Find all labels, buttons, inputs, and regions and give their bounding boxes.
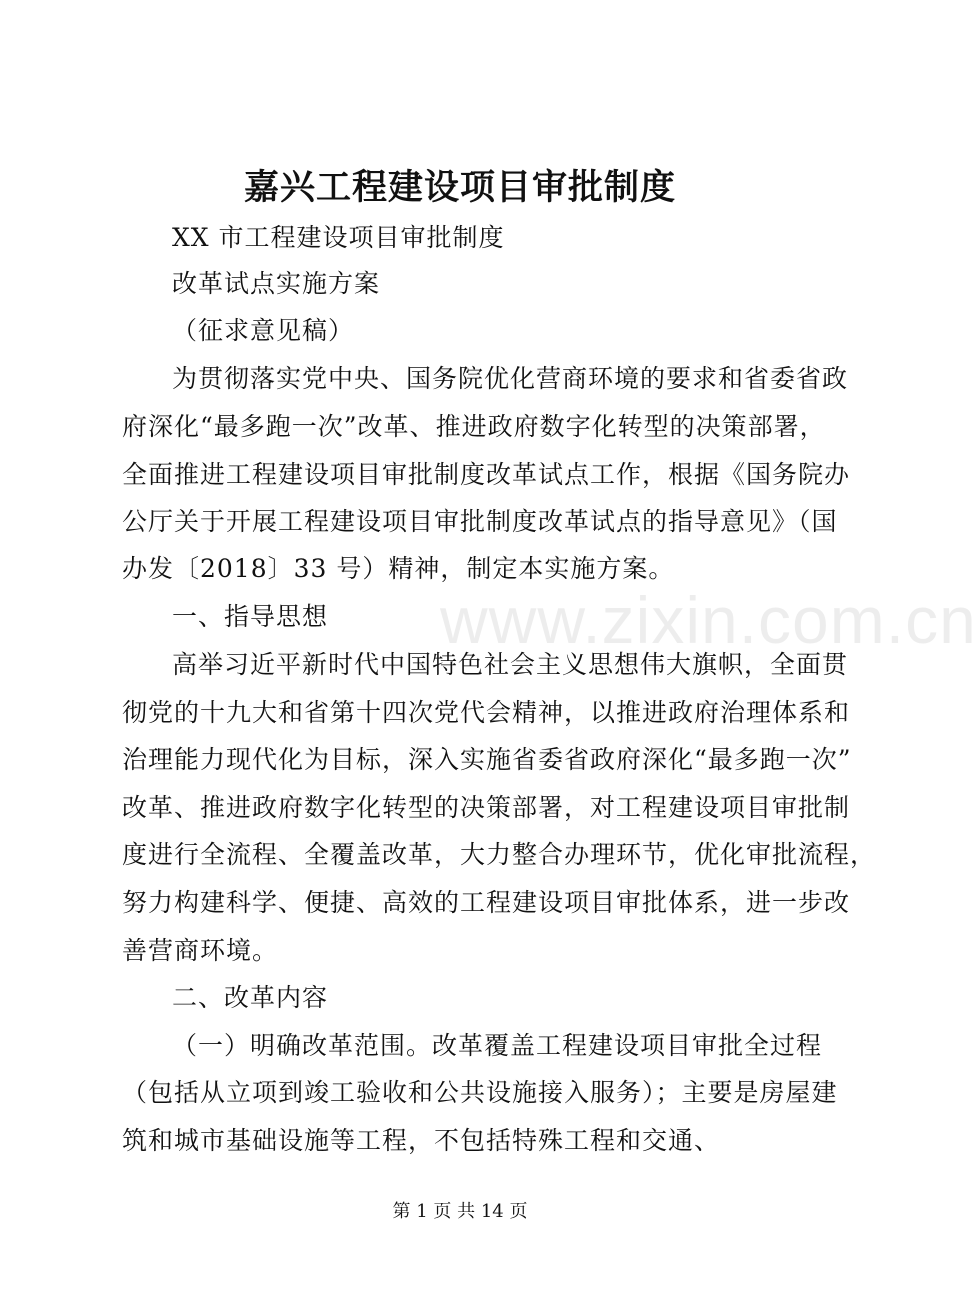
paragraph-line: 筑和城市基础设施等工程，不包括特殊工程和交通、 bbox=[122, 1126, 721, 1155]
section-heading: 一、指导思想 bbox=[172, 602, 329, 631]
paragraph-line: 办发〔2018〕33 号）精神，制定本实施方案。 bbox=[122, 554, 675, 583]
paragraph-line: 府深化“最多跑一次”改革、推进政府数字化转型的决策部署， bbox=[122, 412, 826, 441]
paragraph-line: 高举习近平新时代中国特色社会主义思想伟大旗帜，全面贯 bbox=[172, 650, 849, 679]
draft-note: （征求意见稿） bbox=[172, 316, 355, 345]
paragraph-line: 治理能力现代化为目标，深入实施省委省政府深化“最多跑一次” bbox=[122, 745, 852, 774]
section-heading: 二、改革内容 bbox=[172, 983, 329, 1012]
watermark: www.zixin.com.cn bbox=[440, 583, 977, 657]
paragraph-line: 公厅关于开展工程建设项目审批制度改革试点的指导意见》（国 bbox=[122, 507, 838, 536]
paragraph-line: 全面推进工程建设项目审批制度改革试点工作，根据《国务院办 bbox=[122, 460, 851, 489]
paragraph-line: 为贯彻落实党中央、国务院优化营商环境的要求和省委省政 bbox=[172, 364, 849, 393]
subtitle-line: 改革试点实施方案 bbox=[172, 269, 381, 298]
paragraph-line: （一）明确改革范围。改革覆盖工程建设项目审批全过程 bbox=[172, 1031, 823, 1060]
page-footer: 第 1 页 共 14 页 bbox=[392, 1201, 528, 1222]
subtitle-line: XX 市工程建设项目审批制度 bbox=[172, 223, 505, 252]
document-title: 嘉兴工程建设项目审批制度 bbox=[243, 167, 676, 208]
paragraph-line: 改革、推进政府数字化转型的决策部署，对工程建设项目审批制 bbox=[122, 793, 851, 822]
paragraph-line: （包括从立项到竣工验收和公共设施接入服务）；主要是房屋建 bbox=[122, 1078, 838, 1107]
paragraph-line: 度进行全流程、全覆盖改革，大力整合办理环节，优化审批流程， bbox=[122, 840, 877, 869]
paragraph-line: 彻党的十九大和省第十四次党代会精神，以推进政府治理体系和 bbox=[122, 698, 851, 727]
paragraph-line: 努力构建科学、便捷、高效的工程建设项目审批体系，进一步改 bbox=[122, 888, 851, 917]
paragraph-line: 善营商环境。 bbox=[122, 936, 279, 965]
